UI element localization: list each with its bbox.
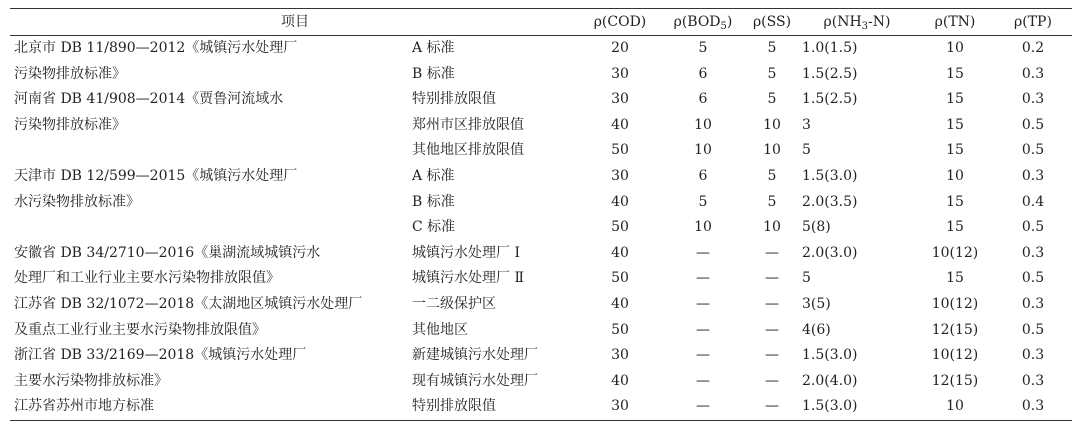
cell-cod: 30 <box>580 394 660 420</box>
cell-tn: 15 <box>946 193 964 210</box>
cell-level: 城镇污水处理厂 Ⅰ <box>412 244 520 261</box>
header-nh3-subscript: 3 <box>861 21 869 32</box>
cell-bod: 10 <box>694 219 712 236</box>
cell-bod: — <box>696 295 710 312</box>
cell-bod: 6 <box>698 65 708 82</box>
cell-bod: 5 <box>698 40 708 56</box>
cell-tn: 12(15) <box>931 321 979 338</box>
cell-cod: 40 <box>611 193 629 210</box>
cell-desc <box>10 138 408 164</box>
cell-bod: 10 <box>694 142 712 159</box>
header-tn-prefix: ρ(TN) <box>934 14 976 30</box>
cell-bod: — <box>696 372 710 389</box>
table-row <box>10 369 1072 395</box>
cell-bod: 5 <box>698 193 708 210</box>
cell-desc: 河南省 DB 41/908—2014《贾鲁河流域水 <box>14 91 284 108</box>
header-cod <box>580 9 660 36</box>
cell-nh3: 1.0(1.5) <box>802 40 858 56</box>
table-row <box>10 138 1072 164</box>
discharge-standards-table <box>10 8 1072 421</box>
cell-nh3: 5(8) <box>802 219 831 236</box>
cell-nh3: 3 <box>802 116 811 133</box>
cell-tp: 0.5 <box>1021 270 1045 287</box>
header-nh3-prefix: ρ(NH <box>823 14 862 30</box>
cell-cod: 50 <box>611 219 629 236</box>
cell-tp: 0.3 <box>1021 91 1045 108</box>
cell-tn: 15 <box>946 91 964 108</box>
cell-tn: 15 <box>946 270 964 287</box>
cell-cod: 40 <box>611 116 629 133</box>
cell-cod: 20 <box>611 40 629 56</box>
cell-desc: 处理厂和工业行业主要水污染物排放限值》 <box>14 270 280 287</box>
cell-level: 新建城镇污水处理厂 <box>412 347 538 364</box>
cell-nh3: 4(6) <box>802 321 831 338</box>
cell-tn: 10(12) <box>931 295 979 312</box>
cell-tp: 0.3 <box>1021 167 1045 184</box>
cell-desc: 安徽省 DB 34/2710—2016《巢湖流域城镇污水 <box>14 244 321 261</box>
cell-cod: 30 <box>611 91 629 108</box>
table-body <box>10 36 1072 421</box>
cell-nh3: 2.0(4.0) <box>802 372 858 389</box>
cell-desc: 及重点工业行业主要水污染物排放限值》 <box>14 321 266 338</box>
table-row <box>10 190 1072 216</box>
cell-level: B 标准 <box>412 65 455 82</box>
table-header-row <box>10 9 1072 36</box>
table-row <box>10 87 1072 113</box>
cell-ss: — <box>765 295 779 312</box>
cell-cod: 50 <box>611 270 629 287</box>
cell-bod: — <box>696 244 710 261</box>
cell-nh3: 1.5(3.0) <box>802 167 858 184</box>
cell-tp: 0.3 <box>1021 347 1045 364</box>
cell-tn: 10(12) <box>931 347 979 364</box>
cell-ss: 5 <box>767 193 777 210</box>
header-tn <box>916 9 994 36</box>
cell-level: A 标准 <box>412 167 455 184</box>
cell-ss: — <box>765 372 779 389</box>
cell-desc: 北京市 DB 11/890—2012《城镇污水处理厂 <box>14 40 298 56</box>
cell-desc: 污染物排放标准》 <box>14 116 126 133</box>
cell-cod: 30 <box>611 65 629 82</box>
cell-tn: 15 <box>946 116 964 133</box>
cell-level: B 标准 <box>412 193 455 210</box>
cell-desc: 污染物排放标准》 <box>14 65 126 82</box>
cell-tp: 0.4 <box>1021 193 1045 210</box>
cell-ss: — <box>765 347 779 364</box>
cell-tn: 10 <box>946 167 964 184</box>
cell-nh3: 1.5(3.0) <box>798 394 916 420</box>
table-row <box>10 292 1072 318</box>
header-bod-prefix: ρ(BOD <box>673 14 721 30</box>
header-nh3-suffix: -N) <box>868 14 891 30</box>
cell-level: 郑州市区排放限值 <box>412 116 524 133</box>
cell-level: 其他地区排放限值 <box>412 142 524 159</box>
cell-tn: 10(12) <box>931 244 979 261</box>
cell-desc: 江苏省苏州市地方标准 <box>10 394 408 420</box>
table-row <box>10 164 1072 190</box>
table-row <box>10 266 1072 292</box>
cell-tp: 0.3 <box>1021 65 1045 82</box>
cell-level: 一二级保护区 <box>412 295 496 312</box>
cell-cod: 40 <box>611 372 629 389</box>
cell-ss: — <box>765 270 779 287</box>
table-row <box>10 62 1072 88</box>
cell-ss: 5 <box>767 65 777 82</box>
cell-ss: 10 <box>763 116 781 133</box>
cell-bod: — <box>696 321 710 338</box>
cell-ss: — <box>765 321 779 338</box>
header-tp-prefix: ρ(TP) <box>1014 14 1052 30</box>
cell-cod: 50 <box>611 142 629 159</box>
cell-ss: — <box>765 244 779 261</box>
table-row <box>10 113 1072 139</box>
cell-ss: 10 <box>763 142 781 159</box>
cell-nh3: 5 <box>802 270 811 287</box>
cell-tp: 0.3 <box>994 394 1072 420</box>
cell-tp: 0.5 <box>1021 219 1045 236</box>
cell-level: 特别排放限值 <box>408 394 580 420</box>
header-ss <box>746 9 798 36</box>
header-cod-prefix: ρ(COD) <box>593 14 647 30</box>
cell-bod: — <box>660 394 746 420</box>
cell-cod: 30 <box>611 167 629 184</box>
cell-bod: 6 <box>698 167 708 184</box>
table-row <box>10 394 1072 420</box>
header-nh3 <box>798 9 916 36</box>
cell-tp: 0.3 <box>1021 372 1045 389</box>
cell-nh3: 1.5(3.0) <box>802 347 858 364</box>
cell-cod: 50 <box>611 321 629 338</box>
cell-ss: 5 <box>767 91 777 108</box>
cell-level: 特别排放限值 <box>412 91 496 108</box>
cell-tn: 15 <box>946 219 964 236</box>
header-item: 项目 <box>10 9 580 36</box>
header-tp <box>994 9 1072 36</box>
cell-cod: 30 <box>611 347 629 364</box>
table-row <box>10 241 1072 267</box>
cell-tn: 10 <box>946 40 964 56</box>
table-row <box>10 36 1072 62</box>
table-row <box>10 343 1072 369</box>
cell-bod: 6 <box>698 91 708 108</box>
header-ss-prefix: ρ(SS) <box>752 14 792 30</box>
cell-desc: 水污染物排放标准》 <box>14 193 140 210</box>
cell-tn: 15 <box>946 142 964 159</box>
cell-nh3: 1.5(2.5) <box>802 91 858 108</box>
header-bod-suffix: ) <box>726 14 733 30</box>
cell-nh3: 5 <box>802 142 811 159</box>
table-row <box>10 318 1072 344</box>
cell-bod: — <box>696 270 710 287</box>
cell-nh3: 2.0(3.5) <box>802 193 858 210</box>
cell-tp: 0.3 <box>1021 295 1045 312</box>
cell-ss: 5 <box>767 167 777 184</box>
cell-tp: 0.2 <box>1021 40 1045 56</box>
cell-cod: 40 <box>611 244 629 261</box>
header-bod-subscript: 5 <box>720 21 727 32</box>
cell-desc: 浙江省 DB 33/2169—2018《城镇污水处理厂 <box>14 347 307 364</box>
table-row <box>10 215 1072 241</box>
cell-tp: 0.5 <box>1021 142 1045 159</box>
cell-tp: 0.5 <box>1021 321 1045 338</box>
cell-level: C 标准 <box>412 219 456 236</box>
cell-bod: 10 <box>694 116 712 133</box>
cell-nh3: 3(5) <box>802 295 831 312</box>
cell-tp: 0.3 <box>1021 244 1045 261</box>
cell-tn: 12(15) <box>931 372 979 389</box>
cell-desc: 江苏省 DB 32/1072—2018《太湖地区城镇污水处理厂 <box>14 295 363 312</box>
cell-level: 其他地区 <box>412 321 468 338</box>
cell-ss: — <box>746 394 798 420</box>
cell-tn: 15 <box>946 65 964 82</box>
cell-desc: 天津市 DB 12/599—2015《城镇污水处理厂 <box>14 167 298 184</box>
cell-cod: 40 <box>611 295 629 312</box>
cell-nh3: 2.0(3.0) <box>802 244 858 261</box>
cell-level: 城镇污水处理厂 Ⅱ <box>412 270 524 287</box>
cell-tn: 10 <box>916 394 994 420</box>
cell-desc: 主要水污染物排放标准》 <box>14 372 168 389</box>
cell-desc <box>10 215 408 241</box>
cell-bod: — <box>696 347 710 364</box>
cell-ss: 5 <box>767 40 777 56</box>
cell-tp: 0.5 <box>1021 116 1045 133</box>
header-bod <box>660 9 746 36</box>
cell-nh3: 1.5(2.5) <box>802 65 858 82</box>
cell-level: A 标准 <box>412 40 455 56</box>
cell-ss: 10 <box>763 219 781 236</box>
cell-level: 现有城镇污水处理厂 <box>412 372 538 389</box>
